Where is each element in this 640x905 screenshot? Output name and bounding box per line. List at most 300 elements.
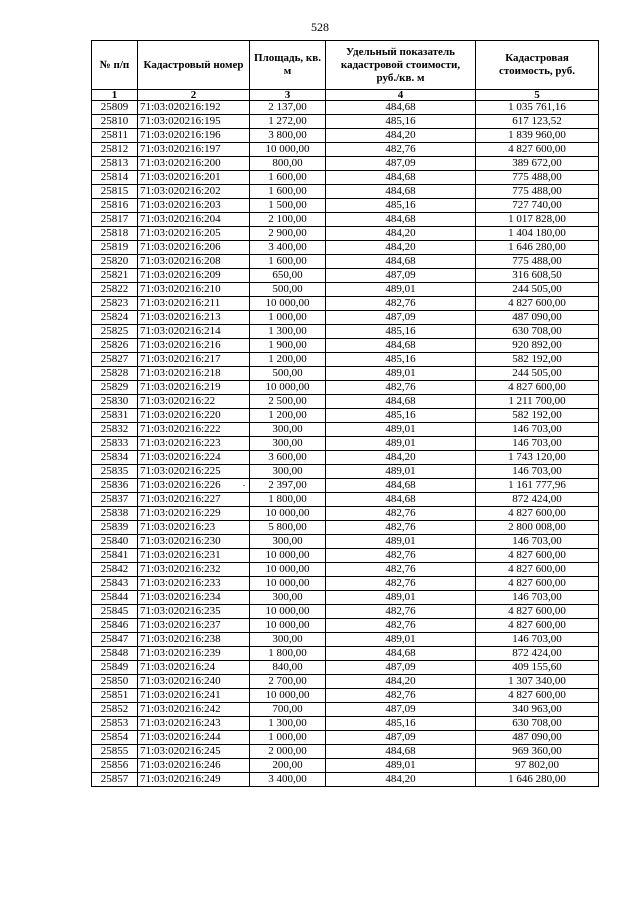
cadastral-number-cell: 71:03:020216:208 <box>138 255 250 269</box>
area-cell: 1 200,00 <box>250 409 326 423</box>
row-number-cell: 25810 <box>92 115 138 129</box>
cadastral-number-cell: 71:03:020216:195 <box>138 115 250 129</box>
cadastral-number-cell: 71:03:020216:235 <box>138 605 250 619</box>
cadastral-number-cell: 71:03:020216:239 <box>138 647 250 661</box>
area-cell: 10 000,00 <box>250 605 326 619</box>
row-number-cell: 25857 <box>92 773 138 787</box>
unit-value-cell: 487,09 <box>326 157 476 171</box>
table-row <box>92 297 599 311</box>
area-cell: 1 000,00 <box>250 731 326 745</box>
unit-value-cell: 489,01 <box>326 633 476 647</box>
area-cell: 10 000,00 <box>250 577 326 591</box>
area-cell: 1 200,00 <box>250 353 326 367</box>
unit-value-cell: 487,09 <box>326 269 476 283</box>
unit-value-cell: 487,09 <box>326 703 476 717</box>
area-cell: 3 400,00 <box>250 773 326 787</box>
cadastral-value-cell: 4 827 600,00 <box>476 563 599 577</box>
cadastral-number-cell: 71:03:020216:203 <box>138 199 250 213</box>
table-row <box>92 549 599 563</box>
unit-value-cell: 482,76 <box>326 381 476 395</box>
area-cell: 650,00 <box>250 269 326 283</box>
cadastral-value-cell: 1 743 120,00 <box>476 451 599 465</box>
area-cell: 10 000,00 <box>250 549 326 563</box>
cadastral-number-cell: 71:03:020216:210 <box>138 283 250 297</box>
cadastral-value-cell: 630 708,00 <box>476 717 599 731</box>
unit-value-cell: 485,16 <box>326 325 476 339</box>
row-number-cell: 25835 <box>92 465 138 479</box>
area-cell: 2 397,00 <box>250 479 326 493</box>
area-cell: 1 600,00 <box>250 255 326 269</box>
area-cell: 10 000,00 <box>250 381 326 395</box>
cadastral-value-cell: 389 672,00 <box>476 157 599 171</box>
cadastral-number-cell: 71:03:020216:227 <box>138 493 250 507</box>
unit-value-cell: 485,16 <box>326 115 476 129</box>
unit-value-cell: 485,16 <box>326 717 476 731</box>
cadastral-number-cell: 71:03:020216:192 <box>138 101 250 115</box>
table-body <box>92 101 599 787</box>
area-cell: 300,00 <box>250 437 326 451</box>
area-cell: 1 600,00 <box>250 171 326 185</box>
cadastral-number-cell: 71:03:020216:219 <box>138 381 250 395</box>
cadastral-value-cell: 1 646 280,00 <box>476 773 599 787</box>
cadastral-number-cell: 71:03:020216:240 <box>138 675 250 689</box>
table-row <box>92 759 599 773</box>
row-number-cell: 25813 <box>92 157 138 171</box>
cadastral-value-cell: 872 424,00 <box>476 647 599 661</box>
table-row <box>92 563 599 577</box>
unit-value-cell: 489,01 <box>326 759 476 773</box>
unit-value-cell: 482,76 <box>326 577 476 591</box>
area-cell: 5 800,00 <box>250 521 326 535</box>
cadastral-number-cell: 71:03:020216:209 <box>138 269 250 283</box>
unit-value-cell: 484,68 <box>326 185 476 199</box>
table-row <box>92 241 599 255</box>
unit-value-cell: 489,01 <box>326 423 476 437</box>
area-cell: 10 000,00 <box>250 507 326 521</box>
table-row <box>92 423 599 437</box>
table-header-row <box>92 41 599 90</box>
row-number-cell: 25845 <box>92 605 138 619</box>
area-cell: 300,00 <box>250 465 326 479</box>
cadastral-number-cell: 71:03:020216:218 <box>138 367 250 381</box>
cadastral-value-cell: 1 161 777,96 <box>476 479 599 493</box>
table-row <box>92 731 599 745</box>
area-cell: 10 000,00 <box>250 619 326 633</box>
row-number-cell: 25846 <box>92 619 138 633</box>
cadastral-number-cell: 71:03:020216:244 <box>138 731 250 745</box>
row-number-cell: 25826 <box>92 339 138 353</box>
cadastral-value-cell: 97 802,00 <box>476 759 599 773</box>
cadastral-value-cell: 727 740,00 <box>476 199 599 213</box>
unit-value-cell: 482,76 <box>326 297 476 311</box>
unit-value-cell: 482,76 <box>326 549 476 563</box>
cadastral-number-cell: 71:03:020216:226 <box>138 479 250 493</box>
row-number-cell: 25820 <box>92 255 138 269</box>
cadastral-value-cell: 409 155,60 <box>476 661 599 675</box>
table-row <box>92 437 599 451</box>
cadastral-value-cell: 4 827 600,00 <box>476 297 599 311</box>
area-cell: 300,00 <box>250 423 326 437</box>
row-number-cell: 25822 <box>92 283 138 297</box>
row-number-cell: 25828 <box>92 367 138 381</box>
column-number: 3 <box>250 90 326 101</box>
unit-value-cell: 484,20 <box>326 675 476 689</box>
cadastral-value-cell: 1 839 960,00 <box>476 129 599 143</box>
row-number-cell: 25819 <box>92 241 138 255</box>
row-number-cell: 25821 <box>92 269 138 283</box>
area-cell: 1 300,00 <box>250 717 326 731</box>
table-row <box>92 577 599 591</box>
unit-value-cell: 487,09 <box>326 731 476 745</box>
cadastral-number-cell: 71:03:020216:200 <box>138 157 250 171</box>
cadastral-number-cell: 71:03:020216:201 <box>138 171 250 185</box>
area-cell: 3 600,00 <box>250 451 326 465</box>
row-number-cell: 25847 <box>92 633 138 647</box>
area-cell: 2 500,00 <box>250 395 326 409</box>
cadastral-value-cell: 1 307 340,00 <box>476 675 599 689</box>
area-cell: 2 100,00 <box>250 213 326 227</box>
row-number-cell: 25823 <box>92 297 138 311</box>
column-number: 5 <box>476 90 599 101</box>
row-number-cell: 25831 <box>92 409 138 423</box>
row-number-cell: 25848 <box>92 647 138 661</box>
table-row <box>92 479 599 493</box>
row-number-cell: 25815 <box>92 185 138 199</box>
cadastral-number-cell: 71:03:020216:222 <box>138 423 250 437</box>
row-number-cell: 25832 <box>92 423 138 437</box>
unit-value-cell: 482,76 <box>326 563 476 577</box>
area-cell: 10 000,00 <box>250 689 326 703</box>
row-number-cell: 25829 <box>92 381 138 395</box>
cadastral-value-cell: 4 827 600,00 <box>476 143 599 157</box>
cadastral-value-cell: 146 703,00 <box>476 591 599 605</box>
cadastral-value-cell: 146 703,00 <box>476 437 599 451</box>
unit-value-cell: 484,68 <box>326 213 476 227</box>
row-number-cell: 25839 <box>92 521 138 535</box>
unit-value-cell: 482,76 <box>326 605 476 619</box>
cadastral-value-cell: 244 505,00 <box>476 367 599 381</box>
cadastral-value-cell: 4 827 600,00 <box>476 619 599 633</box>
unit-value-cell: 484,68 <box>326 171 476 185</box>
cadastral-value-cell: 775 488,00 <box>476 171 599 185</box>
row-number-cell: 25811 <box>92 129 138 143</box>
row-number-cell: 25809 <box>92 101 138 115</box>
unit-value-cell: 484,20 <box>326 773 476 787</box>
cadastral-value-cell: 775 488,00 <box>476 255 599 269</box>
row-number-cell: 25842 <box>92 563 138 577</box>
cadastral-value-cell: 2 800 008,00 <box>476 521 599 535</box>
cadastral-number-cell: 71:03:020216:205 <box>138 227 250 241</box>
area-cell: 10 000,00 <box>250 297 326 311</box>
table-row <box>92 283 599 297</box>
area-cell: 300,00 <box>250 591 326 605</box>
cadastral-value-cell: 340 963,00 <box>476 703 599 717</box>
cadastral-number-cell: 71:03:020216:238 <box>138 633 250 647</box>
unit-value-cell: 487,09 <box>326 311 476 325</box>
table-row <box>92 381 599 395</box>
row-number-cell: 25855 <box>92 745 138 759</box>
row-number-cell: 25844 <box>92 591 138 605</box>
row-number-cell: 25818 <box>92 227 138 241</box>
cadastral-number-cell: 71:03:020216:214 <box>138 325 250 339</box>
cadastral-value-cell: 920 892,00 <box>476 339 599 353</box>
cadastral-number-cell: 71:03:020216:246 <box>138 759 250 773</box>
area-cell: 10 000,00 <box>250 563 326 577</box>
cadastral-number-cell: 71:03:020216:217 <box>138 353 250 367</box>
area-cell: 2 137,00 <box>250 101 326 115</box>
unit-value-cell: 484,20 <box>326 129 476 143</box>
cadastral-value-cell: 146 703,00 <box>476 633 599 647</box>
cadastral-number-cell: 71:03:020216:213 <box>138 311 250 325</box>
cadastral-value-cell: 872 424,00 <box>476 493 599 507</box>
row-number-cell: 25827 <box>92 353 138 367</box>
area-cell: 500,00 <box>250 367 326 381</box>
table-row <box>92 633 599 647</box>
row-number-cell: 25816 <box>92 199 138 213</box>
table-row <box>92 605 599 619</box>
area-cell: 1 600,00 <box>250 185 326 199</box>
cadastral-number-cell: 71:03:020216:204 <box>138 213 250 227</box>
cadastral-number-cell: 71:03:020216:23 <box>138 521 250 535</box>
cadastral-value-cell: 4 827 600,00 <box>476 549 599 563</box>
cadastral-number-cell: 71:03:020216:242 <box>138 703 250 717</box>
header-cadastral-value: Кадастровая стоимость, руб. <box>476 41 599 90</box>
unit-value-cell: 484,68 <box>326 493 476 507</box>
cadastral-value-cell: 582 192,00 <box>476 353 599 367</box>
table-row <box>92 493 599 507</box>
cadastral-value-cell: 617 123,52 <box>476 115 599 129</box>
table-row <box>92 143 599 157</box>
area-cell: 800,00 <box>250 157 326 171</box>
unit-value-cell: 485,16 <box>326 409 476 423</box>
cadastral-value-cell: 146 703,00 <box>476 535 599 549</box>
cadastral-number-cell: 71:03:020216:202 <box>138 185 250 199</box>
area-cell: 840,00 <box>250 661 326 675</box>
table-row <box>92 255 599 269</box>
unit-value-cell: 482,76 <box>326 619 476 633</box>
unit-value-cell: 487,09 <box>326 661 476 675</box>
table-row <box>92 157 599 171</box>
area-cell: 700,00 <box>250 703 326 717</box>
table-row <box>92 199 599 213</box>
table-row <box>92 745 599 759</box>
cadastral-number-cell: 71:03:020216:24 <box>138 661 250 675</box>
area-cell: 1 900,00 <box>250 339 326 353</box>
cadastral-value-cell: 4 827 600,00 <box>476 507 599 521</box>
table-row <box>92 647 599 661</box>
unit-value-cell: 482,76 <box>326 689 476 703</box>
table-row <box>92 451 599 465</box>
table-row <box>92 171 599 185</box>
unit-value-cell: 489,01 <box>326 535 476 549</box>
area-cell: 3 800,00 <box>250 129 326 143</box>
row-number-cell: 25854 <box>92 731 138 745</box>
cadastral-value-cell: 969 360,00 <box>476 745 599 759</box>
cadastral-number-cell: 71:03:020216:249 <box>138 773 250 787</box>
table-row <box>92 227 599 241</box>
table-row <box>92 101 599 115</box>
scan-speck <box>243 485 245 486</box>
header-row-number: № п/п <box>92 41 138 90</box>
unit-value-cell: 489,01 <box>326 465 476 479</box>
table-row <box>92 353 599 367</box>
cadastral-number-cell: 71:03:020216:211 <box>138 297 250 311</box>
area-cell: 3 400,00 <box>250 241 326 255</box>
cadastral-number-cell: 71:03:020216:224 <box>138 451 250 465</box>
unit-value-cell: 489,01 <box>326 283 476 297</box>
cadastral-number-cell: 71:03:020216:245 <box>138 745 250 759</box>
table-row <box>92 269 599 283</box>
unit-value-cell: 489,01 <box>326 591 476 605</box>
cadastral-value-cell: 775 488,00 <box>476 185 599 199</box>
unit-value-cell: 484,68 <box>326 479 476 493</box>
cadastral-value-cell: 487 090,00 <box>476 311 599 325</box>
area-cell: 1 000,00 <box>250 311 326 325</box>
row-number-cell: 25841 <box>92 549 138 563</box>
row-number-cell: 25814 <box>92 171 138 185</box>
row-number-cell: 25843 <box>92 577 138 591</box>
unit-value-cell: 484,68 <box>326 745 476 759</box>
row-number-cell: 25836 <box>92 479 138 493</box>
cadastral-number-cell: 71:03:020216:225 <box>138 465 250 479</box>
unit-value-cell: 484,20 <box>326 451 476 465</box>
area-cell: 2 900,00 <box>250 227 326 241</box>
cadastral-value-cell: 487 090,00 <box>476 731 599 745</box>
unit-value-cell: 484,68 <box>326 647 476 661</box>
cadastral-value-cell: 4 827 600,00 <box>476 605 599 619</box>
table-row <box>92 129 599 143</box>
unit-value-cell: 484,68 <box>326 255 476 269</box>
cadastral-value-cell: 146 703,00 <box>476 465 599 479</box>
row-number-cell: 25850 <box>92 675 138 689</box>
table-row <box>92 395 599 409</box>
table-row <box>92 675 599 689</box>
table-row <box>92 367 599 381</box>
row-number-cell: 25830 <box>92 395 138 409</box>
table-row <box>92 465 599 479</box>
row-number-cell: 25851 <box>92 689 138 703</box>
table-row <box>92 311 599 325</box>
row-number-cell: 25825 <box>92 325 138 339</box>
cadastral-value-cell: 146 703,00 <box>476 423 599 437</box>
row-number-cell: 25853 <box>92 717 138 731</box>
row-number-cell: 25852 <box>92 703 138 717</box>
row-number-cell: 25833 <box>92 437 138 451</box>
table-row <box>92 689 599 703</box>
table-row <box>92 213 599 227</box>
header-unit-value: Удельный показатель кадастровой стоимости, руб./кв. м <box>326 41 476 90</box>
row-number-cell: 25838 <box>92 507 138 521</box>
cadastral-value-cell: 316 608,50 <box>476 269 599 283</box>
table-row <box>92 325 599 339</box>
area-cell: 1 800,00 <box>250 493 326 507</box>
cadastral-value-cell: 1 404 180,00 <box>476 227 599 241</box>
cadastral-number-cell: 71:03:020216:229 <box>138 507 250 521</box>
table-row <box>92 521 599 535</box>
header-cadastral-number: Кадастровый номер <box>138 41 250 90</box>
cadastral-value-cell: 1 211 700,00 <box>476 395 599 409</box>
column-number: 1 <box>92 90 138 101</box>
unit-value-cell: 484,20 <box>326 227 476 241</box>
table-row <box>92 591 599 605</box>
cadastral-number-cell: 71:03:020216:223 <box>138 437 250 451</box>
column-number: 2 <box>138 90 250 101</box>
unit-value-cell: 482,76 <box>326 521 476 535</box>
row-number-cell: 25824 <box>92 311 138 325</box>
cadastral-value-cell: 4 827 600,00 <box>476 689 599 703</box>
cadastral-number-cell: 71:03:020216:22 <box>138 395 250 409</box>
area-cell: 10 000,00 <box>250 143 326 157</box>
cadastral-number-cell: 71:03:020216:233 <box>138 577 250 591</box>
cadastral-number-cell: 71:03:020216:234 <box>138 591 250 605</box>
cadastral-number-cell: 71:03:020216:243 <box>138 717 250 731</box>
cadastral-value-cell: 244 505,00 <box>476 283 599 297</box>
area-cell: 500,00 <box>250 283 326 297</box>
cadastral-number-cell: 71:03:020216:230 <box>138 535 250 549</box>
cadastral-value-cell: 4 827 600,00 <box>476 577 599 591</box>
row-number-cell: 25837 <box>92 493 138 507</box>
area-cell: 200,00 <box>250 759 326 773</box>
header-area: Площадь, кв. м <box>250 41 326 90</box>
unit-value-cell: 484,20 <box>326 241 476 255</box>
unit-value-cell: 484,68 <box>326 339 476 353</box>
unit-value-cell: 482,76 <box>326 143 476 157</box>
area-cell: 1 300,00 <box>250 325 326 339</box>
table-row <box>92 339 599 353</box>
unit-value-cell: 489,01 <box>326 437 476 451</box>
unit-value-cell: 485,16 <box>326 353 476 367</box>
cadastral-number-cell: 71:03:020216:196 <box>138 129 250 143</box>
cadastral-number-cell: 71:03:020216:216 <box>138 339 250 353</box>
unit-value-cell: 489,01 <box>326 367 476 381</box>
table-row <box>92 717 599 731</box>
cadastral-number-cell: 71:03:020216:220 <box>138 409 250 423</box>
area-cell: 300,00 <box>250 535 326 549</box>
cadastral-number-cell: 71:03:020216:197 <box>138 143 250 157</box>
cadastral-number-cell: 71:03:020216:241 <box>138 689 250 703</box>
cadastral-value-cell: 4 827 600,00 <box>476 381 599 395</box>
unit-value-cell: 484,68 <box>326 101 476 115</box>
row-number-cell: 25856 <box>92 759 138 773</box>
table-row <box>92 185 599 199</box>
cadastral-number-cell: 71:03:020216:237 <box>138 619 250 633</box>
table-row <box>92 535 599 549</box>
unit-value-cell: 484,68 <box>326 395 476 409</box>
area-cell: 2 700,00 <box>250 675 326 689</box>
area-cell: 1 800,00 <box>250 647 326 661</box>
cadastral-value-cell: 1 035 761,16 <box>476 101 599 115</box>
cadastral-value-cell: 1 017 828,00 <box>476 213 599 227</box>
row-number-cell: 25849 <box>92 661 138 675</box>
row-number-cell: 25817 <box>92 213 138 227</box>
cadastral-value-cell: 630 708,00 <box>476 325 599 339</box>
unit-value-cell: 485,16 <box>326 199 476 213</box>
table-row <box>92 661 599 675</box>
area-cell: 1 500,00 <box>250 199 326 213</box>
row-number-cell: 25812 <box>92 143 138 157</box>
table-row <box>92 619 599 633</box>
row-number-cell: 25840 <box>92 535 138 549</box>
table-row <box>92 409 599 423</box>
area-cell: 2 000,00 <box>250 745 326 759</box>
table-row <box>92 773 599 787</box>
table-row <box>92 507 599 521</box>
table-column-numbers-row <box>92 90 599 101</box>
column-number: 4 <box>326 90 476 101</box>
cadastral-value-cell: 1 646 280,00 <box>476 241 599 255</box>
cadastral-value-table <box>91 40 599 787</box>
area-cell: 300,00 <box>250 633 326 647</box>
